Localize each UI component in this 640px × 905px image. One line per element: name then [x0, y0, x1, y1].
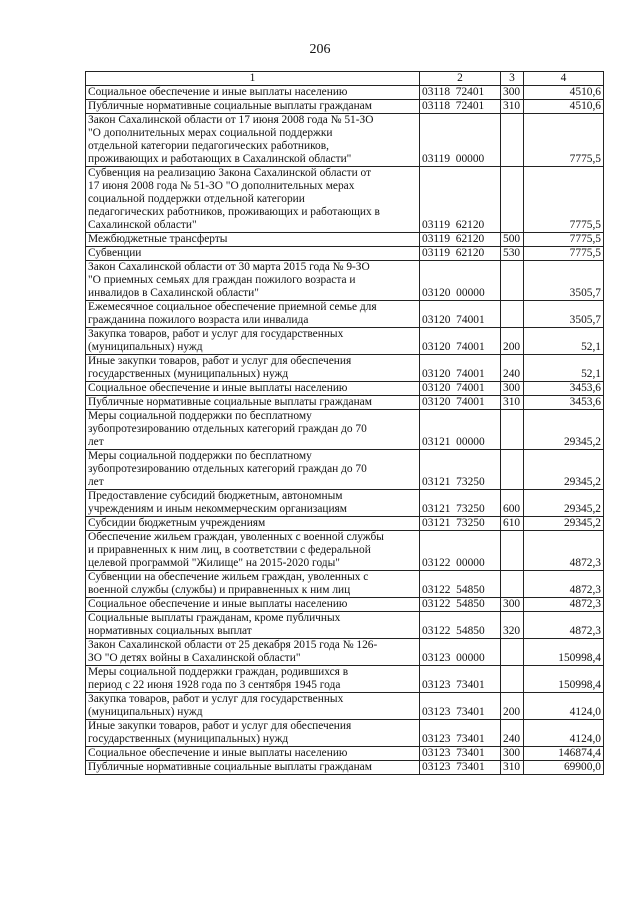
row-type: 610	[501, 517, 524, 531]
row-amount: 7775,5	[524, 167, 604, 233]
table-row	[86, 355, 604, 382]
table-row	[86, 571, 604, 598]
row-name: Публичные нормативные социальные выплаты гражданам	[86, 100, 420, 114]
row-amount: 29345,2	[524, 490, 604, 517]
header-col-4: 4	[524, 72, 604, 86]
row-amount: 150998,4	[524, 666, 604, 693]
budget-table	[85, 71, 604, 775]
row-code: 03123 73401	[420, 761, 501, 775]
table-row	[86, 301, 604, 328]
header-col-3: 3	[501, 72, 524, 86]
table-row	[86, 490, 604, 517]
row-name: Социальное обеспечение и иные выплаты населению	[86, 86, 420, 100]
row-amount: 29345,2	[524, 517, 604, 531]
header-col-2: 2	[420, 72, 501, 86]
table-header-row	[86, 72, 604, 86]
table-row	[86, 233, 604, 247]
row-name: Социальное обеспечение и иные выплаты населению	[86, 747, 420, 761]
row-name: Социальное обеспечение и иные выплаты населению	[86, 382, 420, 396]
row-amount: 4510,6	[524, 86, 604, 100]
row-amount: 29345,2	[524, 450, 604, 490]
table-row	[86, 639, 604, 666]
row-code: 03119 62120	[420, 233, 501, 247]
row-code: 03120 74001	[420, 355, 501, 382]
table-row	[86, 598, 604, 612]
table-row	[86, 167, 604, 233]
row-code: 03121 73250	[420, 450, 501, 490]
row-type: 300	[501, 382, 524, 396]
row-code: 03119 62120	[420, 167, 501, 233]
table-row	[86, 612, 604, 639]
table-row	[86, 328, 604, 355]
row-amount: 3505,7	[524, 261, 604, 301]
row-name: Публичные нормативные социальные выплаты гражданам	[86, 761, 420, 775]
row-type	[501, 410, 524, 450]
row-type	[501, 666, 524, 693]
page-number: 206	[309, 42, 331, 57]
row-amount: 146874,4	[524, 747, 604, 761]
row-name: Меры социальной поддержки граждан, родившихся в период с 22 июня 1928 года по 3 сентября 1945 года	[86, 666, 420, 693]
table-row	[86, 531, 604, 571]
row-type: 240	[501, 720, 524, 747]
row-type: 300	[501, 86, 524, 100]
row-type: 600	[501, 490, 524, 517]
table-row	[86, 382, 604, 396]
row-amount: 7775,5	[524, 247, 604, 261]
row-code: 03121 00000	[420, 410, 501, 450]
table-row	[86, 114, 604, 167]
row-code: 03119 00000	[420, 114, 501, 167]
row-type: 200	[501, 693, 524, 720]
row-type: 200	[501, 328, 524, 355]
row-name: Субвенции	[86, 247, 420, 261]
row-name: Закупка товаров, работ и услуг для государственных (муниципальных) нужд	[86, 328, 420, 355]
row-type: 320	[501, 612, 524, 639]
table-row	[86, 261, 604, 301]
row-name: Меры социальной поддержки по бесплатному зубопротезированию отдельных категорий граждан до 70 лет	[86, 450, 420, 490]
row-type	[501, 639, 524, 666]
row-type	[501, 114, 524, 167]
table-row	[86, 86, 604, 100]
row-name: Закон Сахалинской области от 30 марта 2015 года № 9-ЗО "О приемных семьях для граждан пожилого возраста и инвалидов в Сахалинской области"	[86, 261, 420, 301]
row-amount: 4872,3	[524, 612, 604, 639]
table-row	[86, 100, 604, 114]
row-amount: 150998,4	[524, 639, 604, 666]
row-code: 03119 62120	[420, 247, 501, 261]
row-name: Ежемесячное социальное обеспечение приемной семье для гражданина пожилого возраста или инвалида	[86, 301, 420, 328]
row-name: Публичные нормативные социальные выплаты гражданам	[86, 396, 420, 410]
row-code: 03121 73250	[420, 490, 501, 517]
row-type: 500	[501, 233, 524, 247]
row-type: 300	[501, 598, 524, 612]
row-name: Иные закупки товаров, работ и услуг для обеспечения государственных (муниципальных) нужд	[86, 720, 420, 747]
row-type	[501, 450, 524, 490]
row-amount: 52,1	[524, 328, 604, 355]
row-code: 03123 73401	[420, 720, 501, 747]
row-code: 03120 74001	[420, 396, 501, 410]
row-code: 03120 74001	[420, 382, 501, 396]
table-row	[86, 247, 604, 261]
row-amount: 7775,5	[524, 233, 604, 247]
header-col-1: 1	[86, 72, 420, 86]
row-name: Субвенции на обеспечение жильем граждан, уволенных с военной службы (службы) и приравненных к ним лиц	[86, 571, 420, 598]
row-amount: 29345,2	[524, 410, 604, 450]
row-type: 310	[501, 100, 524, 114]
row-name: Закупка товаров, работ и услуг для государственных (муниципальных) нужд	[86, 693, 420, 720]
row-type	[501, 301, 524, 328]
table-row	[86, 720, 604, 747]
row-type	[501, 261, 524, 301]
table-row	[86, 450, 604, 490]
row-type: 530	[501, 247, 524, 261]
row-type: 300	[501, 747, 524, 761]
table-row	[86, 396, 604, 410]
row-code: 03118 72401	[420, 86, 501, 100]
row-code: 03120 74001	[420, 328, 501, 355]
row-type	[501, 571, 524, 598]
table-row	[86, 517, 604, 531]
row-amount: 4872,3	[524, 598, 604, 612]
row-name: Субсидии бюджетным учреждениям	[86, 517, 420, 531]
row-amount: 4124,0	[524, 720, 604, 747]
row-code: 03122 00000	[420, 531, 501, 571]
row-code: 03122 54850	[420, 571, 501, 598]
row-name: Обеспечение жильем граждан, уволенных с военной службы и приравненных к ним лиц, в соответствии с федеральной целевой программой "Жилище" на 2015-2020 годы"	[86, 531, 420, 571]
row-amount: 69900,0	[524, 761, 604, 775]
row-amount: 52,1	[524, 355, 604, 382]
row-name: Социальное обеспечение и иные выплаты населению	[86, 598, 420, 612]
table-row	[86, 410, 604, 450]
row-name: Закон Сахалинской области от 25 декабря 2015 года № 126- ЗО "О детях войны в Сахалинской области"	[86, 639, 420, 666]
row-code: 03122 54850	[420, 612, 501, 639]
row-name: Межбюджетные трансферты	[86, 233, 420, 247]
row-name: Иные закупки товаров, работ и услуг для обеспечения государственных (муниципальных) нужд	[86, 355, 420, 382]
row-type: 310	[501, 761, 524, 775]
row-type: 240	[501, 355, 524, 382]
row-amount: 4872,3	[524, 531, 604, 571]
row-amount: 3505,7	[524, 301, 604, 328]
row-amount: 4124,0	[524, 693, 604, 720]
row-name: Закон Сахалинской области от 17 июня 2008 года № 51-ЗО "О дополнительных мерах социальной поддержки отдельной категории педагогических работников, проживающих и работающих в Сахалинской области"	[86, 114, 420, 167]
row-amount: 3453,6	[524, 382, 604, 396]
row-name: Предоставление субсидий бюджетным, автономным учреждениям и иным некоммерческим организациям	[86, 490, 420, 517]
row-code: 03123 73401	[420, 666, 501, 693]
table-row	[86, 666, 604, 693]
row-code: 03120 74001	[420, 301, 501, 328]
row-name: Социальные выплаты гражданам, кроме публичных нормативных социальных выплат	[86, 612, 420, 639]
row-code: 03118 72401	[420, 100, 501, 114]
table-row	[86, 747, 604, 761]
row-type	[501, 167, 524, 233]
row-code: 03123 00000	[420, 639, 501, 666]
table-row	[86, 761, 604, 775]
row-name: Меры социальной поддержки по бесплатному зубопротезированию отдельных категорий граждан до 70 лет	[86, 410, 420, 450]
row-amount: 4872,3	[524, 571, 604, 598]
row-code: 03123 73401	[420, 747, 501, 761]
row-code: 03121 73250	[420, 517, 501, 531]
row-amount: 3453,6	[524, 396, 604, 410]
row-code: 03123 73401	[420, 693, 501, 720]
row-type	[501, 531, 524, 571]
row-code: 03122 54850	[420, 598, 501, 612]
row-type: 310	[501, 396, 524, 410]
row-amount: 4510,6	[524, 100, 604, 114]
row-amount: 7775,5	[524, 114, 604, 167]
table-row	[86, 693, 604, 720]
row-name: Субвенция на реализацию Закона Сахалинской области от 17 июня 2008 года № 51-ЗО "О дополнительных мерах социальной поддержки отдельной категории педагогических работников, проживающих и работающих в Сахалинской области"	[86, 167, 420, 233]
row-code: 03120 00000	[420, 261, 501, 301]
